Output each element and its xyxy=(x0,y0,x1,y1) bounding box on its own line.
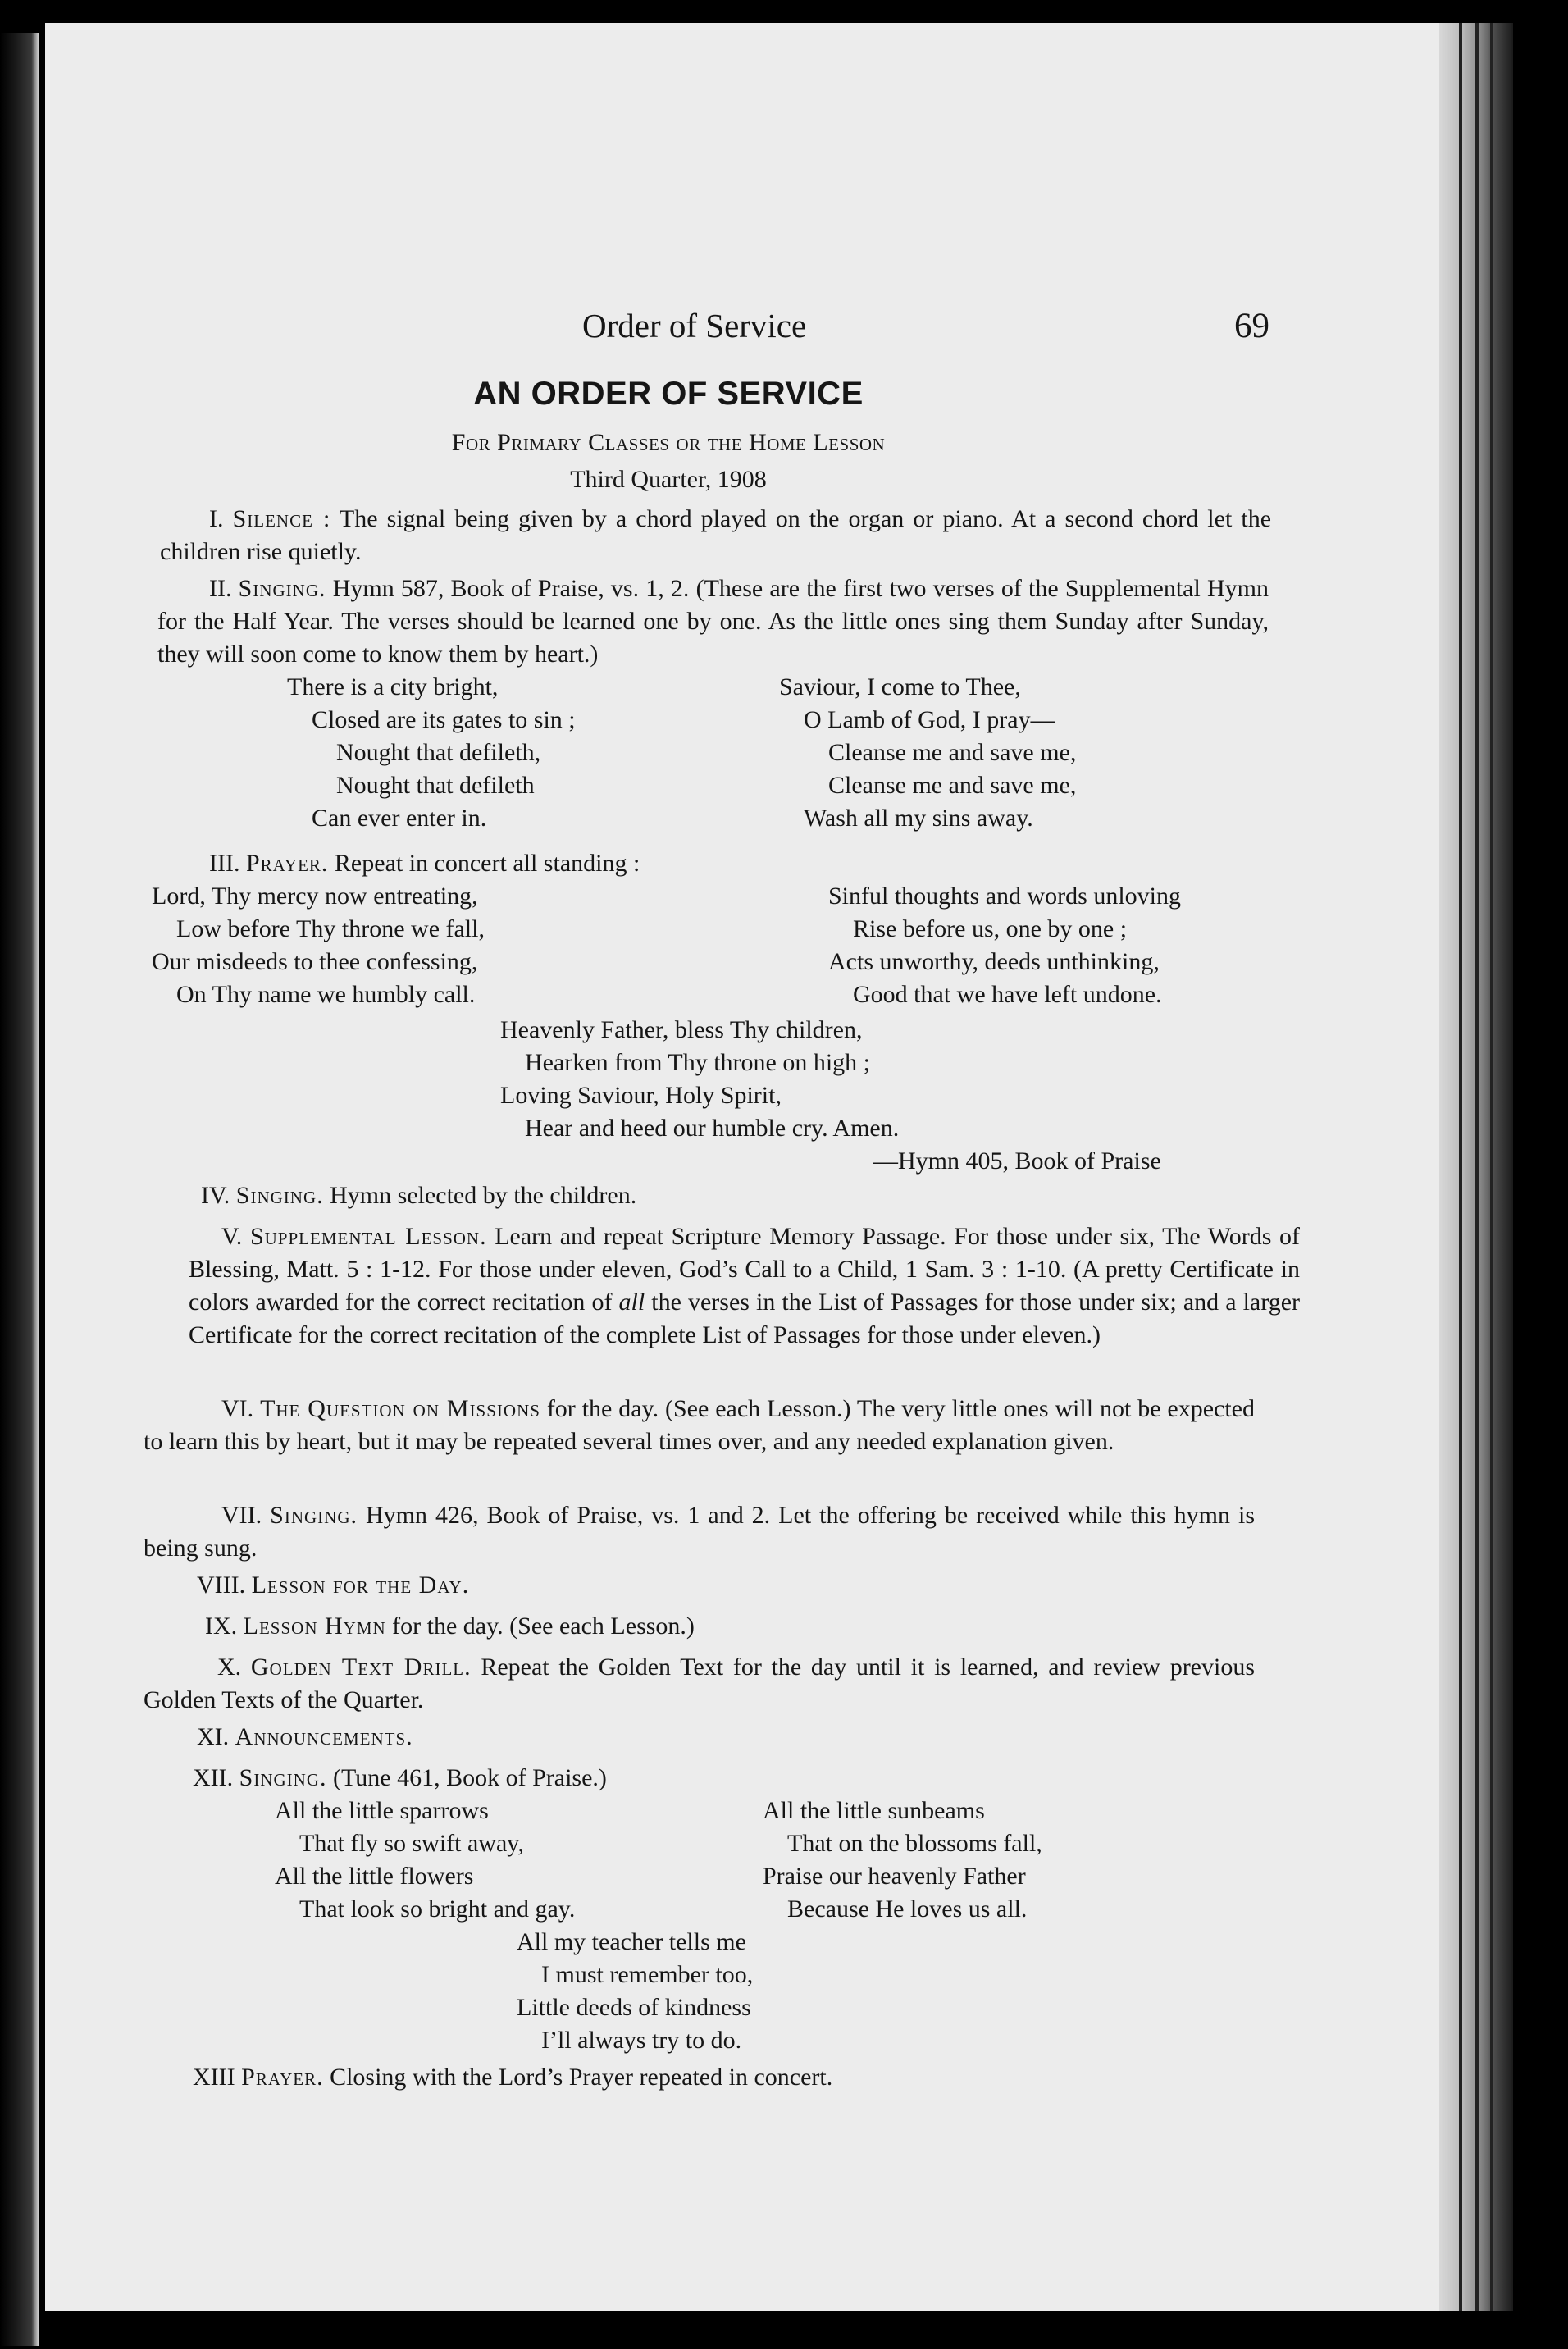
item-number: IV. xyxy=(201,1182,230,1209)
verse-line: All my teacher tells me xyxy=(517,1928,746,1955)
verse-line: Lord, Thy mercy now entreating, xyxy=(152,883,478,910)
verse-line: Little deeds of kindness xyxy=(517,1994,751,2021)
item-number: I. xyxy=(209,505,224,532)
item-heading: Silence : xyxy=(232,505,331,532)
left-page-edge xyxy=(0,33,39,2346)
item-number: IX. xyxy=(205,1612,238,1640)
item-heading: Supplemental Lesson. xyxy=(249,1223,487,1250)
verse-line: Rise before us, one by one ; xyxy=(853,915,1128,942)
verse-line: On Thy name we humbly call. xyxy=(176,981,476,1008)
item-heading: Golden Text Drill. xyxy=(250,1653,472,1681)
verse-line: That fly so swift away, xyxy=(299,1830,524,1857)
item-text: Hymn selected by the children. xyxy=(323,1182,637,1209)
verse-line: O Lamb of God, I pray— xyxy=(804,706,1055,733)
item-text: for the day. (See each Lesson.) xyxy=(385,1612,695,1640)
verse-line: Heavenly Father, bless Thy children, xyxy=(500,1016,863,1043)
item-number: VII. xyxy=(221,1502,262,1529)
verse-line: Wash all my sins away. xyxy=(804,805,1033,832)
item-number: XI. xyxy=(197,1723,230,1750)
verse-line: Can ever enter in. xyxy=(312,805,487,832)
item-text: Repeat in concert all standing : xyxy=(328,850,640,877)
item-number: VI. xyxy=(221,1395,254,1422)
page-edge-line xyxy=(1475,23,1479,2311)
item-heading: Prayer. xyxy=(241,2064,324,2091)
hymn-teacher-center xyxy=(517,1926,753,2057)
page-edge-line xyxy=(1490,23,1493,2311)
verse-line: All the little sparrows xyxy=(275,1797,489,1824)
verse-line: Hearken from Thy throne on high ; xyxy=(525,1049,871,1076)
right-page-edge xyxy=(1439,23,1513,2311)
verse-line: That look so bright and gay. xyxy=(299,1895,576,1923)
book-page xyxy=(45,23,1439,2311)
hymn-sunbeams-right xyxy=(763,1795,1042,1926)
item-silence xyxy=(160,503,1271,568)
item-heading: Singing. xyxy=(235,1182,324,1209)
verse-line: That on the blossoms fall, xyxy=(787,1830,1042,1857)
verse-line: Acts unworthy, deeds unthinking, xyxy=(828,948,1160,975)
item-text: Closing with the Lord’s Prayer repeated in concert. xyxy=(323,2064,833,2091)
item-prayer xyxy=(209,847,947,880)
verse-line: Low before Thy throne we fall, xyxy=(176,915,485,942)
running-title: Order of Service xyxy=(582,307,807,344)
item-number: III. xyxy=(209,850,240,877)
verse-line: Our misdeeds to thee confessing, xyxy=(152,948,478,975)
verse-line: All the little flowers xyxy=(275,1863,474,1890)
item-offering-hymn xyxy=(144,1499,1255,1565)
page-edge-line xyxy=(1459,23,1462,2311)
item-heading: Singing. xyxy=(270,1502,358,1529)
item-heading: The Question on Missions xyxy=(260,1395,540,1422)
prayer-verse-right xyxy=(828,880,1181,1011)
item-text: for the day. (See each Lesson.) The very little ones will not be expected to learn this by heart, but it may be repeated several times over, and any needed explanation given. xyxy=(144,1395,1255,1455)
verse-line: Hear and heed our humble cry. Amen. xyxy=(525,1115,900,1142)
item-text: Learn and repeat Scripture Memory Passage. For those under six, The Words of Blessing, Matt. 5 : 1-12. For those under eleven, God’s Call to a Child, 1 Sam. 3 : 1-10. (A pretty Certificate in colors awarded for the correct recitation of xyxy=(189,1223,1300,1316)
page-subtitle: For Primary Classes or the Home Lesson xyxy=(451,429,886,456)
item-text: (Tune 461, Book of Praise.) xyxy=(326,1764,607,1791)
verse-line: Loving Saviour, Holy Spirit, xyxy=(500,1082,782,1109)
item-supplemental-lesson xyxy=(189,1220,1300,1352)
item-text: the verses in the List of Passages for those under six; and a larger Certificate for the correct recitation of the complete List of Passages for those under eleven.) xyxy=(189,1289,1301,1348)
item-announcements xyxy=(197,1721,1017,1754)
verse-line: There is a city bright, xyxy=(287,673,499,700)
hymn-verse-left xyxy=(287,671,576,835)
verse-line: Good that we have left undone. xyxy=(853,981,1162,1008)
verse-line: I’ll always try to do. xyxy=(541,2027,742,2054)
page-number: 69 xyxy=(1234,307,1269,345)
item-number: V. xyxy=(221,1223,243,1250)
prayer-refrain xyxy=(500,1014,899,1145)
item-closing-prayer xyxy=(193,2061,1259,2094)
hymn-verse-right xyxy=(779,671,1076,835)
verse-line: All the little sunbeams xyxy=(763,1797,985,1824)
item-text-emphasis: all xyxy=(618,1289,645,1316)
verse-line: Nought that defileth xyxy=(336,772,535,799)
verse-line: Closed are its gates to sin ; xyxy=(312,706,576,733)
item-text: Hymn 426, Book of Praise, vs. 1 and 2. Let the offering be received while this hymn is being sung. xyxy=(144,1502,1256,1562)
item-number: XIII xyxy=(193,2064,235,2091)
item-lesson-hymn xyxy=(205,1610,1025,1643)
item-heading: Prayer. xyxy=(245,850,329,877)
item-golden-text-drill xyxy=(144,1651,1255,1717)
item-singing-selected xyxy=(201,1179,1021,1212)
item-number: VIII. xyxy=(197,1571,246,1599)
item-heading: Announcements. xyxy=(235,1723,413,1750)
item-number: II. xyxy=(209,575,232,602)
item-number: XII. xyxy=(193,1764,234,1791)
item-heading: Lesson for the Day. xyxy=(251,1571,470,1599)
item-heading: Singing. xyxy=(239,1764,327,1791)
item-text: The signal being given by a chord played on the organ or piano. At a second chord let the children rise quietly. xyxy=(160,505,1272,565)
verse-line: Cleanse me and save me, xyxy=(828,739,1077,766)
item-question-on-missions xyxy=(144,1393,1255,1458)
hymn-sparrows-left xyxy=(275,1795,575,1926)
item-text: Hymn 587, Book of Praise, vs. 1, 2. (These are the first two verses of the Supplemental Hymn for the Half Year. The verses should be learned one by one. As the little ones sing them Sunday after Sunday, they will soon come to know them by heart.) xyxy=(157,575,1269,668)
verse-line: I must remember too, xyxy=(541,1961,754,1988)
item-lesson-for-day xyxy=(197,1569,1017,1602)
verse-line: Because He loves us all. xyxy=(787,1895,1028,1923)
verse-line: Cleanse me and save me, xyxy=(828,772,1077,799)
page-title: AN ORDER OF SERVICE xyxy=(473,376,864,412)
prayer-verse-left xyxy=(152,880,485,1011)
item-closing-singing xyxy=(193,1762,1013,1795)
item-singing xyxy=(157,572,1269,671)
verse-line: Nought that defileth, xyxy=(336,739,541,766)
item-text: Repeat the Golden Text for the day until it is learned, and review previous Golden Texts of the Quarter. xyxy=(144,1653,1256,1713)
hymn-attribution: —Hymn 405, Book of Praise xyxy=(873,1147,1161,1174)
verse-line: Praise our heavenly Father xyxy=(763,1863,1026,1890)
verse-line: Sinful thoughts and words unloving xyxy=(828,883,1182,910)
quarter-date: Third Quarter, 1908 xyxy=(570,466,767,493)
item-heading: Lesson Hymn xyxy=(243,1612,386,1640)
item-heading: Singing. xyxy=(238,575,326,602)
item-number: X. xyxy=(217,1653,242,1681)
verse-line: Saviour, I come to Thee, xyxy=(779,673,1021,700)
